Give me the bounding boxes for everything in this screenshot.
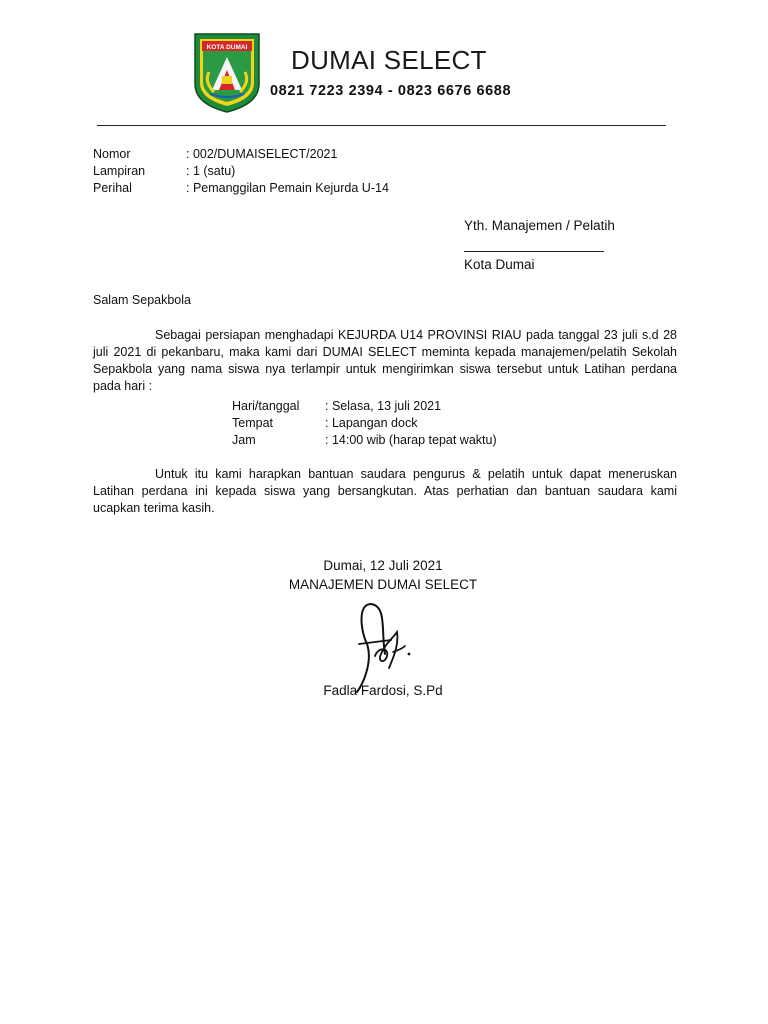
organization-name: DUMAI SELECT (291, 45, 487, 75)
schedule-label-time: Jam (232, 433, 256, 447)
phone-numbers: 0821 7223 2394 - 0823 6676 6688 (270, 83, 512, 99)
schedule-label-date: Hari/tanggal (232, 399, 300, 413)
meta-value-perihal: : Pemanggilan Pemain Kejurda U-14 (186, 181, 389, 195)
body-paragraph-1 (93, 327, 677, 395)
meta-label-lampiran: Lampiran (93, 164, 146, 178)
schedule-value-time: : 14:00 wib (harap tepat waktu) (325, 433, 497, 447)
meta-label-nomor: Nomor (93, 147, 131, 161)
meta-value-nomor: : 002/DUMAISELECT/2021 (186, 147, 338, 161)
logo-text: KOTA DUMAI (206, 44, 248, 51)
recipient-city: Kota Dumai (464, 257, 535, 272)
header-divider (97, 125, 666, 126)
schedule-label-place: Tempat (232, 416, 273, 430)
body-paragraph-2-text: Untuk itu kami harapkan bantuan saudara pengurus & pelatih untuk dapat meneruskan Latihan perdana ini kepada siswa yang bersangkutan. Atas perhatian dan bantuan saudara kami ucapkan terima kasih. (93, 467, 677, 515)
recipient-line: Yth. Manajemen / Pelatih (464, 218, 615, 233)
signature-organization: MANAJEMEN DUMAI SELECT (288, 577, 478, 592)
body-paragraph-1-text: Sebagai persiapan menghadapi KEJURDA U14 PROVINSI RIAU pada tanggal 23 juli s.d 28 juli 2021 di pekanbaru, maka kami dari DUMAI SELECT meminta kepada manajemen/pelatih Sekolah Sepakbola yang nama siswa nya terlampir untuk mengirimkan siswa tersebut untuk Latihan perdana pada hari : (93, 328, 677, 393)
meta-label-perihal: Perihal (93, 181, 132, 195)
recipient-blank-line (464, 251, 604, 252)
kota-dumai-logo (192, 32, 262, 114)
greeting: Salam Sepakbola (93, 293, 191, 307)
meta-value-lampiran: : 1 (satu) (186, 164, 236, 178)
schedule-value-place: : Lapangan dock (325, 416, 418, 430)
body-paragraph-2 (93, 466, 677, 517)
signer-name: Fadla Fardosi, S.Pd (323, 683, 443, 698)
signature-date: Dumai, 12 Juli 2021 (323, 558, 443, 573)
schedule-value-date: : Selasa, 13 juli 2021 (325, 399, 442, 413)
